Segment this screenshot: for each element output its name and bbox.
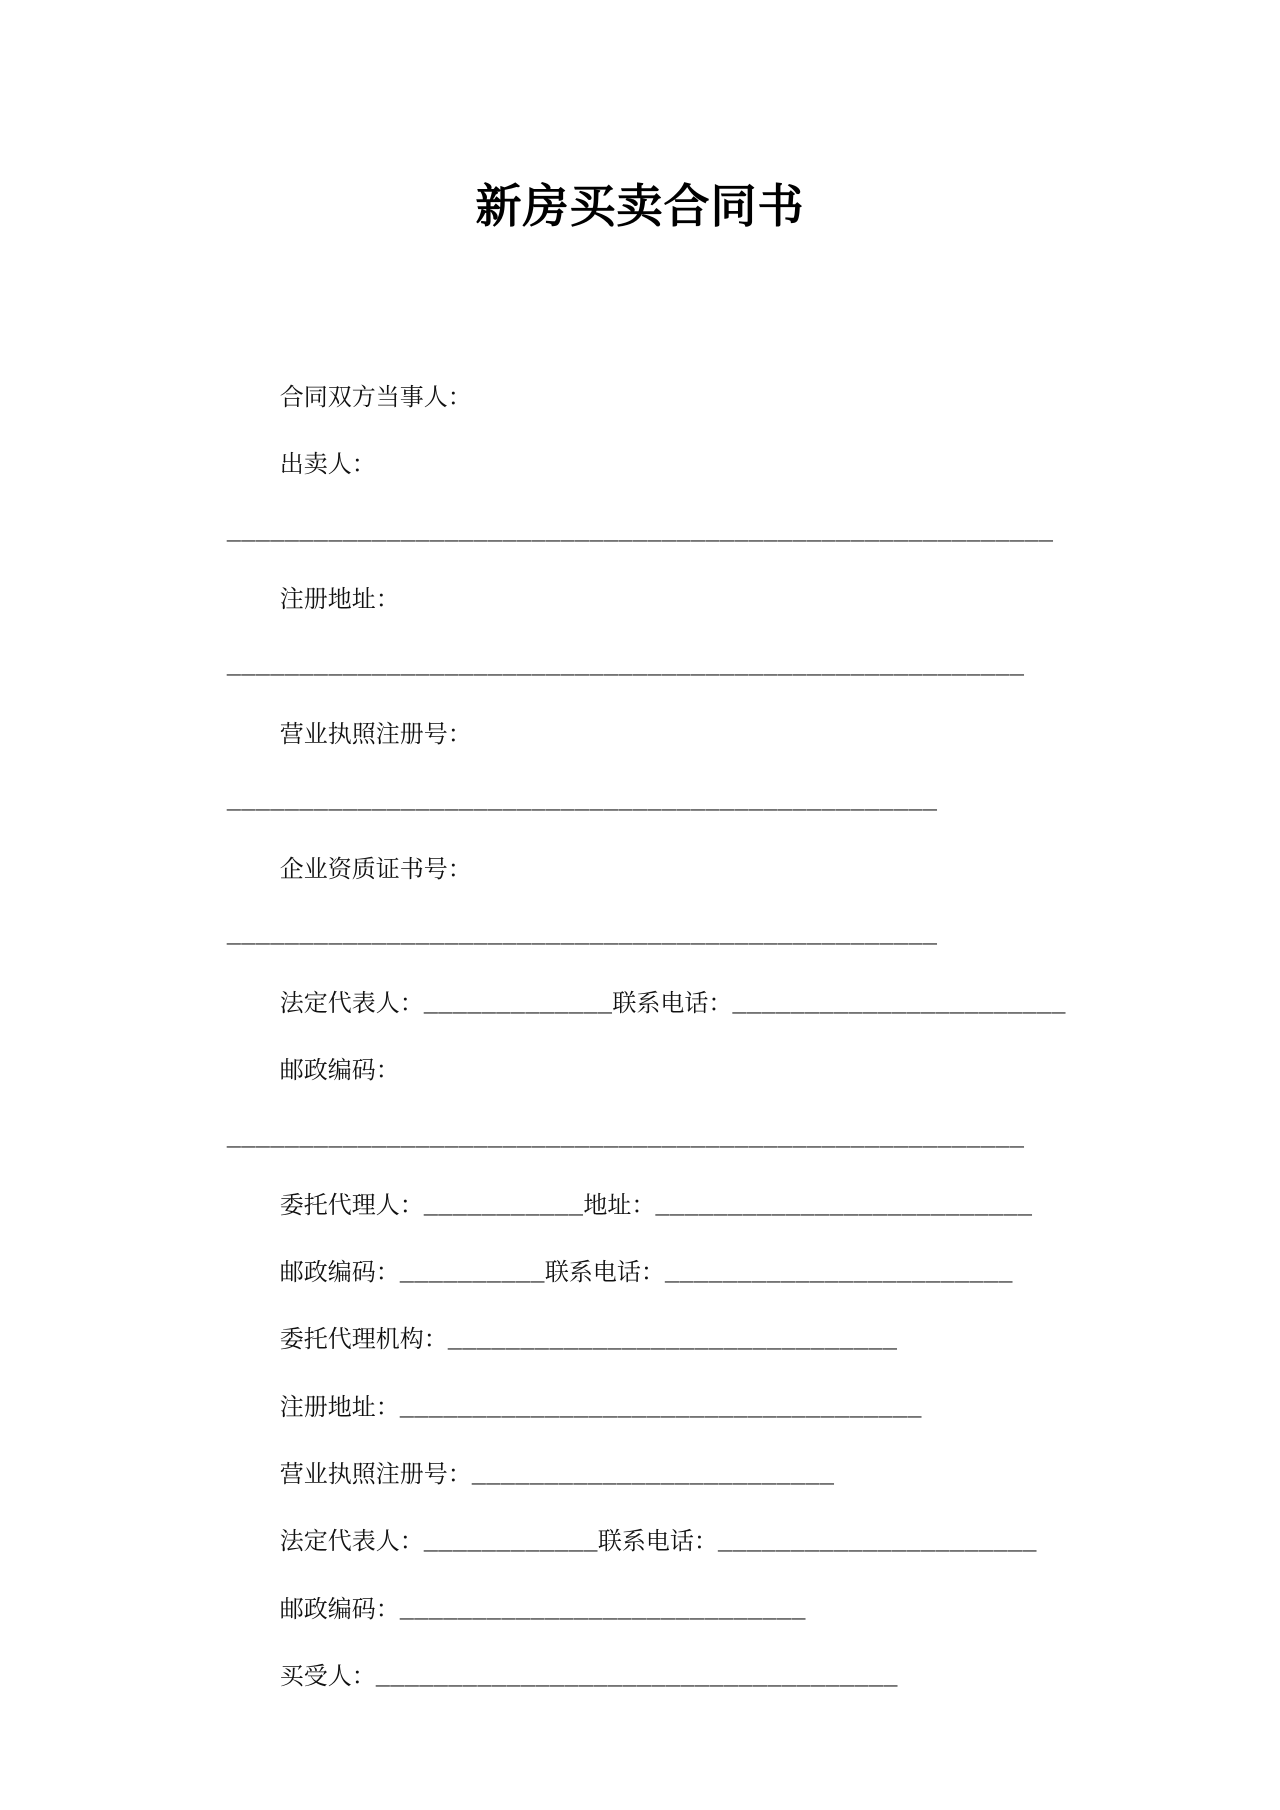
seller-address-label: 注册地址： — [279, 585, 400, 613]
agency-label: 委托代理机构： — [279, 1325, 448, 1353]
seller-postcode-blank[interactable]: _______________________________________________________ — [226, 1126, 1025, 1153]
seller-legal-rep-blank[interactable]: _____________ — [423, 992, 613, 1019]
agent-blank[interactable]: ___________ — [423, 1194, 584, 1221]
seller-license-blank[interactable]: _________________________________________________ — [226, 789, 938, 816]
agency-postcode-label: 邮政编码： — [279, 1595, 400, 1623]
agent-postcode-label: 邮政编码： — [279, 1258, 400, 1286]
seller-qualification-blank[interactable]: _________________________________________________ — [226, 923, 938, 950]
agency-license-blank[interactable]: _________________________ — [471, 1463, 835, 1490]
agency-license-label: 营业执照注册号： — [279, 1460, 472, 1488]
seller-license-label: 营业执照注册号： — [279, 720, 472, 748]
agency-phone-label: 联系电话： — [597, 1527, 718, 1555]
agent-phone-blank[interactable]: ________________________ — [664, 1261, 1013, 1288]
agency-phone-blank[interactable]: ______________________ — [717, 1530, 1037, 1557]
seller-postcode-label: 邮政编码： — [279, 1056, 400, 1084]
agent-address-label: 地址： — [583, 1191, 656, 1219]
agent-postcode-blank[interactable]: __________ — [399, 1261, 545, 1288]
seller-phone-label: 联系电话： — [612, 989, 733, 1017]
agent-address-blank[interactable]: __________________________ — [655, 1194, 1033, 1221]
parties-heading-label: 合同双方当事人： — [279, 383, 472, 411]
buyer-label: 买受人： — [279, 1662, 376, 1690]
agency-address-label: 注册地址： — [279, 1393, 400, 1421]
seller-label: 出卖人： — [279, 450, 376, 478]
seller-name-blank[interactable]: _________________________________________________________ — [226, 520, 1054, 547]
agency-legal-rep-blank[interactable]: ____________ — [423, 1530, 598, 1557]
seller-qualification-label: 企业资质证书号： — [279, 855, 472, 883]
seller-legal-rep-label: 法定代表人： — [279, 989, 424, 1017]
seller-phone-blank[interactable]: _______________________ — [732, 992, 1066, 1019]
buyer-row — [248, 1625, 898, 1730]
agent-phone-label: 联系电话： — [544, 1258, 665, 1286]
agency-postcode-blank[interactable]: ____________________________ — [399, 1598, 806, 1625]
seller-address-blank[interactable]: _______________________________________________________ — [226, 654, 1025, 681]
agency-legal-rep-label: 法定代表人： — [279, 1527, 424, 1555]
agency-blank[interactable]: _______________________________ — [447, 1328, 898, 1355]
agency-address-blank[interactable]: ____________________________________ — [399, 1396, 922, 1423]
agent-label: 委托代理人： — [279, 1191, 424, 1219]
document-title: 新房买卖合同书 — [475, 179, 805, 233]
buyer-blank[interactable]: ____________________________________ — [375, 1665, 898, 1692]
